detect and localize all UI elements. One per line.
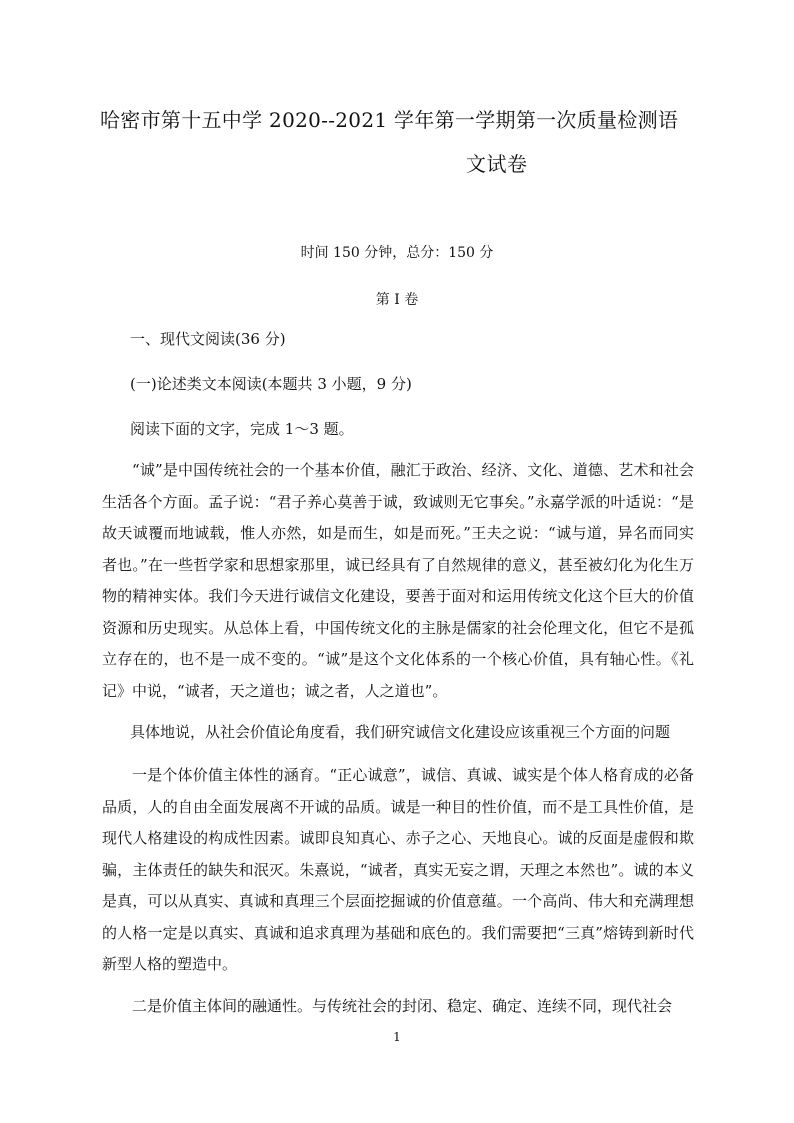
subsection-heading: (一)论述类文本阅读(本题共 3 小题，9 分) (130, 375, 412, 393)
exam-time-score: 时间 150 分钟，总分：150 分 (300, 245, 494, 261)
paragraph-3: 一是个体价值主体性的涵育。“正心诚意”，诚信、真诚、诚实是个体人格育成的必备品质，人的自由全面发展离不开诚的品质。诚是一种目的性价值，而不是工具性价值，是现代人格建设的构成性因素。诚即良知真心、赤子之心、天地良心。诚的反面是虚假和欺骗，主体责任的缺失和泯灭。朱熹说，“诚者，真实无妄之谓，天理之本然也”。诚的本义是真，可以从真实、真诚和真理三个层面挖掘诚的价值意蕴。一个高尚、伟大和充满理想的人格一定是以真实、真诚和追求真理为基础和底色的。我们需要把“三真”熔铸到新时代新型人格的塑造中。 (102, 766, 694, 973)
paragraph-4: 二是价值主体间的融通性。与传统社会的封闭、稳定、确定、连续不同，现代社会 (132, 997, 673, 1015)
document-title-line1: 哈密市第十五中学 2020--2021 学年第一学期第一次质量检测语 (100, 108, 679, 132)
volume-heading: 第 I 卷 (375, 292, 419, 308)
page-number: 1 (393, 1030, 401, 1044)
section-heading: 一、现代文阅读(36 分) (130, 330, 286, 348)
reading-instruction: 阅读下面的文字，完成 1～3 题。 (130, 420, 354, 438)
paragraph-1: “诚”是中国传统社会的一个基本价值，融汇于政治、经济、文化、道德、艺术和社会生活各个方面。孟子说：“君子养心莫善于诚，致诚则无它事矣。”永嘉学派的叶适说：“是故天诚覆而地诚载，惟人亦然，如是而生，如是而死。”王夫之说：“诚与道，异名而同实者也。”在一些哲学家和思想家那里，诚已经具有了自然规律的意义，甚至被幻化为化生万物的精神实体。我们今天进行诚信文化建设，要善于面对和运用传统文化这个巨大的价值资源和历史现实。从总体上看，中国传统文化的主脉是儒家的社会伦理文化，但它不是孤立存在的，也不是一成不变的。“诚”是这个文化体系的一个核心价值，具有轴心性。《礼记》中说，“诚者，天之道也；诚之者，人之道也”。 (102, 461, 694, 700)
document-title-line2: 文试卷 (466, 152, 528, 176)
paragraph-2: 具体地说，从社会价值论角度看，我们研究诚信文化建设应该重视三个方面的问题 (130, 723, 671, 741)
